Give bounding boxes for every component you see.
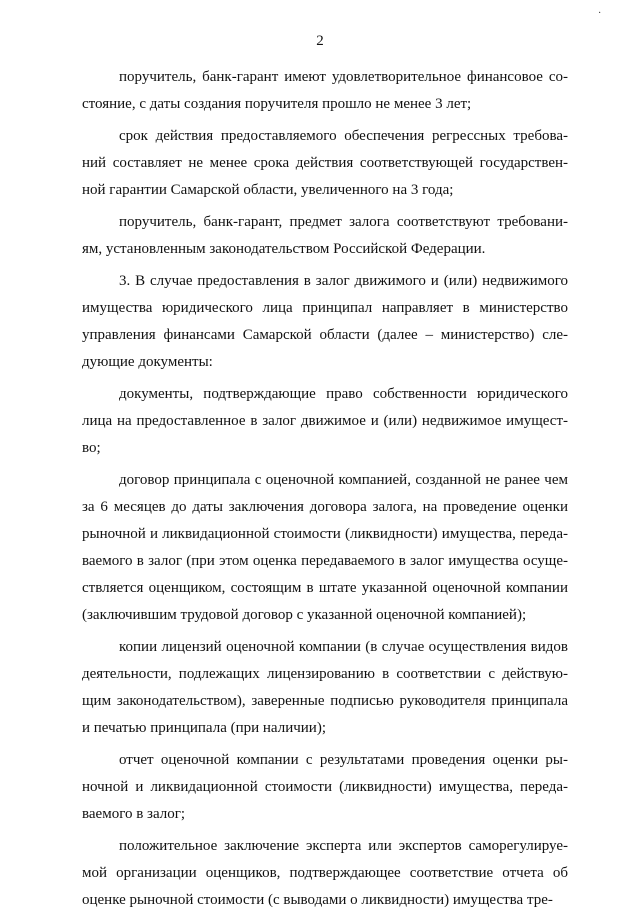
text-line: во; [82,440,101,456]
text-line: рыночной и ликвидационной стоимости (ликвидности) имущества, переда- [82,526,568,542]
text-line: оценке рыночной стоимости (с выводами о ликвидности) имущества тре- [82,892,553,908]
text-line: ям, установленным законодательством Российской Федерации. [82,241,486,257]
text-line: деятельности, подлежащих лицензированию в соответствии с действую- [82,666,568,682]
body-text [82,64,568,914]
text-line: дующие документы: [82,354,213,370]
text-line: положительное заключение эксперта или экспертов саморегулируе- [119,838,568,854]
paragraph [82,833,568,914]
text-line: (заключившим трудовой договор с указанной оценочной компанией); [82,607,527,623]
text-line: ной гарантии Самарской области, увеличенного на 3 года; [82,182,454,198]
text-line: имущества юридического лица принципал направляет в министерство [82,300,568,316]
paragraph [82,634,568,742]
paragraph [82,467,568,629]
text-line: отчет оценочной компании с результатами проведения оценки ры- [119,752,568,768]
text-line: поручитель, банк-гарант, предмет залога соответствуют требовани- [119,214,568,230]
text-line: ваемого в залог; [82,806,186,822]
corner-mark: · [598,8,602,19]
paragraph [82,747,568,828]
text-line: за 6 месяцев до даты заключения договора залога, на проведение оценки [82,499,568,515]
text-line: ний составляет не менее срока действия соответствующей государствен- [82,155,568,171]
paragraph [82,64,568,118]
text-line: и печатью принципала (при наличии); [82,720,326,736]
text-line: управления финансами Самарской области (далее – министерство) сле- [82,327,568,343]
text-line: ствляется оценщиком, состоящим в штате указанной оценочной компании [82,580,568,596]
text-line: ночной и ликвидационной стоимости (ликвидности) имущества, переда- [82,779,568,795]
page-number: 2 [316,33,324,49]
text-line: копии лицензий оценочной компании (в случае осуществления видов [119,639,568,655]
text-line: ваемого в залог (при этом оценка передаваемого в залог имущества осуще- [82,553,568,569]
paragraph [82,209,568,263]
text-line: срок действия предоставляемого обеспечения регрессных требова- [119,128,568,144]
text-line: поручитель, банк-гарант имеют удовлетворительное финансовое со- [119,69,568,85]
text-line: договор принципала с оценочной компанией, созданной не ранее чем [119,472,568,488]
paragraph [82,381,568,462]
text-line: 3. В случае предоставления в залог движимого и (или) недвижимого [119,273,568,289]
paragraph [82,268,568,376]
text-line: лица на предоставленное в залог движимое и (или) недвижимое имущест- [82,413,568,429]
paragraph [82,123,568,204]
text-line: документы, подтверждающие право собственности юридического [119,386,568,402]
text-line: мой организации оценщиков, подтверждающее соответствие отчета об [82,865,568,881]
text-line: щим законодательством), заверенные подписью руководителя принципала [82,693,568,709]
text-line: стояние, с даты создания поручителя прошло не менее 3 лет; [82,96,472,112]
